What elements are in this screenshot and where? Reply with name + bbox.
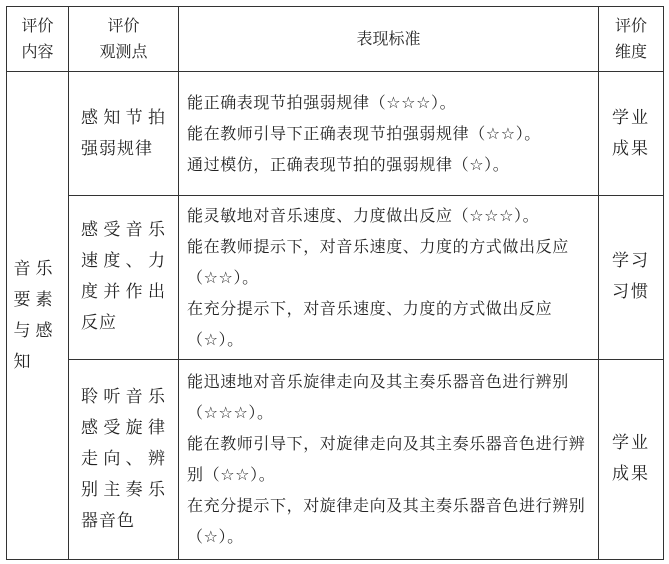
evaluation-rubric-table — [6, 6, 664, 560]
criteria-level-3: 能正确表现节拍强弱规律（☆☆☆）。 — [187, 93, 457, 113]
criteria-level-1: 在充分提示下，对音乐速度、力度的方式做出反应（☆）。 — [187, 298, 553, 349]
criteria-level-1: 通过模仿，正确表现节拍的强弱规律（☆）。 — [187, 155, 510, 175]
table-row — [7, 72, 664, 196]
criteria-cell — [179, 72, 599, 196]
criteria-level-3: 能灵敏地对音乐速度、力度做出反应（☆☆☆）。 — [187, 205, 540, 225]
table-row — [7, 359, 664, 559]
criteria-level-1: 在充分提示下，对旋律走向及其主奏乐器音色进行辨别（☆）。 — [187, 496, 586, 547]
observation-point-text: 聆听音乐感受旋律走向、辨别主奏乐器音色 — [81, 386, 166, 531]
evaluation-content-cell — [7, 72, 69, 560]
header-content-line-2: 内容 — [21, 42, 54, 61]
header-evaluation-dimension — [599, 7, 664, 72]
dimension-cell — [599, 359, 664, 559]
evaluation-content-text: 音乐要素与感知 — [13, 258, 58, 372]
table-row — [7, 196, 664, 359]
observation-point-cell — [69, 196, 179, 359]
header-point-line-2: 观测点 — [99, 42, 148, 61]
criteria-level-2: 能在教师引导下，对旋律走向及其主奏乐器音色进行辨别（☆☆）。 — [187, 434, 586, 485]
dimension-text: 学业成果 — [612, 107, 650, 159]
header-performance-criteria — [179, 7, 599, 72]
observation-point-cell — [69, 359, 179, 559]
criteria-level-2: 能在教师引导下正确表现节拍强弱规律（☆☆）。 — [187, 124, 541, 144]
dimension-cell — [599, 196, 664, 359]
dimension-text: 学业成果 — [612, 433, 650, 485]
dimension-cell — [599, 72, 664, 196]
observation-point-text: 感知节拍强弱规律 — [81, 107, 166, 159]
criteria-cell — [179, 359, 599, 559]
criteria-level-2: 能在教师提示下，对音乐速度、力度的方式做出反应（☆☆）。 — [187, 236, 569, 287]
header-evaluation-content — [7, 7, 69, 72]
header-row — [7, 7, 664, 72]
dimension-text: 学习习惯 — [612, 251, 650, 303]
header-observation-point — [69, 7, 179, 72]
criteria-level-3: 能迅速地对音乐旋律走向及其主奏乐器音色进行辨别（☆☆☆）。 — [187, 372, 569, 423]
header-dimension-line-2: 维度 — [614, 42, 647, 61]
observation-point-text: 感受音乐速度、力度并作出反应 — [81, 220, 166, 334]
observation-point-cell — [69, 72, 179, 196]
criteria-cell — [179, 196, 599, 359]
header-point-line-1: 评价 — [107, 16, 140, 35]
header-criteria-text: 表现标准 — [356, 29, 421, 48]
header-dimension-line-1: 评价 — [614, 16, 647, 35]
header-content-line-1: 评价 — [21, 16, 54, 35]
